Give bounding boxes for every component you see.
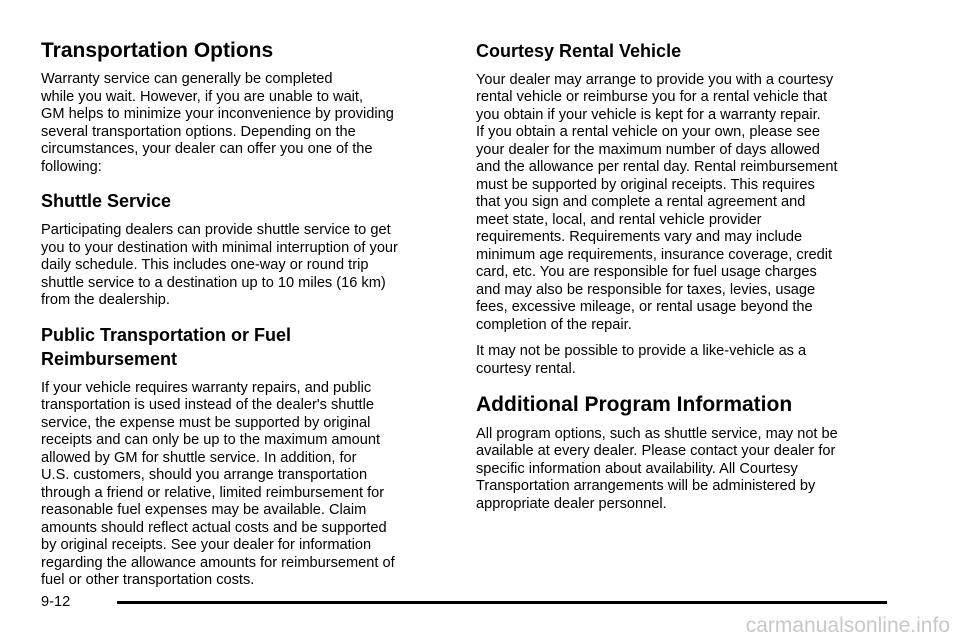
public-transportation-heading: Public Transportation or Fuel Reimbursement xyxy=(41,324,292,369)
courtesy-rental-note: It may not be possible to provide a like-vehicle as a courtesy rental. xyxy=(476,343,807,377)
transportation-options-intro: Warranty service can generally be completed while you wait. However, if you are unable to wait, GM helps to minimize your inconvenience by providing several transportation options. Depending on the circumstances, your dealer can offer you one of the following: xyxy=(41,71,394,175)
footer-rule xyxy=(117,601,887,604)
shuttle-service-body: Participating dealers can provide shuttle service to get you to your destination with minimal interruption of your daily schedule. This includes one-way or round trip shuttle service to a destination up to 10 miles (16 km) from the dealership. xyxy=(41,222,398,309)
left-column xyxy=(41,38,441,599)
courtesy-rental-heading: Courtesy Rental Vehicle xyxy=(476,41,682,61)
page-number: 9-12 xyxy=(41,594,71,610)
transportation-options-heading: Transportation Options xyxy=(41,39,274,62)
additional-program-heading: Additional Program Information xyxy=(476,393,793,417)
watermark: carmanualsonline.info xyxy=(745,614,950,637)
right-column xyxy=(476,38,886,522)
additional-program-body: All program options, such as shuttle service, may not be available at every dealer. Please contact your dealer for specific information about availability. All Courtesy Transportation arrangements will be administered by appropriate dealer personnel. xyxy=(476,425,838,512)
courtesy-rental-body: Your dealer may arrange to provide you with a courtesy rental vehicle or reimburse you for a rental vehicle that you obtain if your vehicle is kept for a warranty repair. If you obtain a rental vehicle on your own, please see your dealer for the maximum number of days allowed and the allowance per rental day. Rental reimbursement must be supported by original receipts. This requires that you sign and complete a rental agreement and meet state, local, and rental vehicle provider requirements. Requirements vary and may include minimum age requirements, insurance coverage, credit card, etc. You are responsible for fuel usage charges and may also be responsible for taxes, levies, usage fees, excessive mileage, or rental usage beyond the completion of the repair. xyxy=(476,71,838,333)
public-transportation-body: If your vehicle requires warranty repairs, and public transportation is used instead of the dealer's shuttle service, the expense must be supported by original receipts and can only be up to the maximum amount allowed by GM for shuttle service. In addition, for U.S. customers, should you arrange transportation through a friend or relative, limited reimbursement for reasonable fuel expenses may be available. Claim amounts should reflect actual costs and be supported by original receipts. See your dealer for information regarding the allowance amounts for reimbursement of fuel or other transportation costs. xyxy=(41,379,395,588)
shuttle-service-heading: Shuttle Service xyxy=(41,191,172,212)
